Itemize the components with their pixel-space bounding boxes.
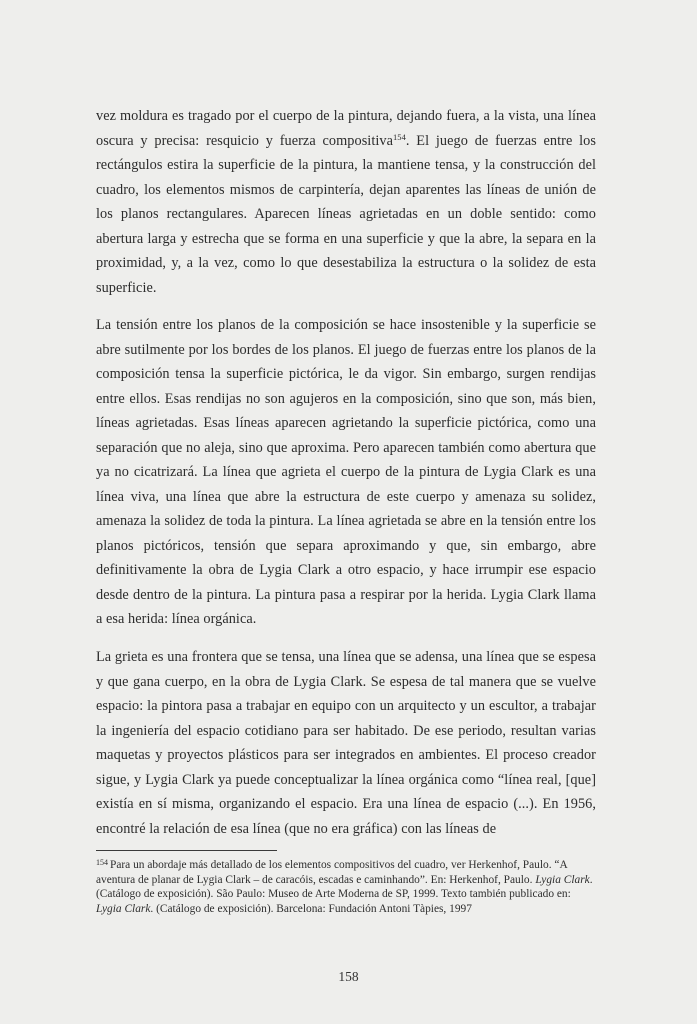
footnote-text-3: . (Catálogo de exposición). Barcelona: Fundación Antoni Tàpies, 1997: [150, 902, 472, 915]
footnote-text-1: Para un abordaje más detallado de los elementos compositivos del cuadro, ver Herkenhof, Paulo. “A aventura de planar de Lygia Clark – de caracóis, escadas e caminhando”. En: Herkenhof, Paulo.: [96, 859, 568, 886]
footnote-italic-title-1: Lygia Clark: [535, 873, 590, 886]
footnote-divider: [96, 850, 277, 851]
paragraph-2: [96, 313, 596, 632]
footnote-number: 154: [96, 858, 108, 867]
footnote: [96, 858, 596, 916]
paragraph-3: [96, 645, 596, 841]
footnote-italic-title-2: Lygia Clark: [96, 902, 151, 915]
page-number: 158: [338, 969, 359, 984]
paragraph-2-text: La tensión entre los planos de la composición se hace insostenible y la superficie se abre sutilmente por los bordes de los planos. El juego de fuerzas entre los planos de la composición tensa la superficie pictórica, le da vigor. Sin embargo, surgen rendijas entre ellos. Esas rendijas no son agujeros en la composición, sino que son, más bien, líneas agrietadas. Esas líneas aparecen agrietando la superficie pictórica, como una separación que no aleja, sino que aproxima. Pero aparecen también como abertura que ya no cicatrizará. La línea que agrieta el cuerpo de la pintura de Lygia Clark es una línea viva, una línea que abre la estructura de este cuerpo y amenaza su solidez, amenaza la solidez de toda la pintura. La línea agrietada se abre en la tensión entre los planos pictóricos, tensión que separa aproximando y que, sin embargo, abre definitivamente la obra de Lygia Clark a otro espacio, y hace irrumpir ese espacio desde dentro de la pintura. La pintura pasa a respirar por la herida. Lygia Clark llama a esa herida: línea orgánica.: [96, 317, 596, 627]
paragraph-1-text-a: vez moldura es tragado por el cuerpo de la pintura, dejando fuera, a la vista, una línea oscura y precisa: resquicio y fuerza compositiva: [96, 108, 596, 149]
paragraph-3-text: La grieta es una frontera que se tensa, una línea que se adensa, una línea que se espesa y que gana cuerpo, en la obra de Lygia Clark. Se espesa de tal manera que se vuelve espacio: la pintora pasa a trabajar en equipo con un arquitecto y un escultor, a trabajar la ingeniería del espacio cotidiano para ser habitado. De ese periodo, resultan varias maquetas y proyectos plásticos para ser integrados en ambientes. El proceso creador sigue, y Lygia Clark ya puede conceptualizar la línea orgánica como “línea real, [que] existía en sí misma, organizando el espacio. Era una línea de espacio (...). En 1956, encontré la relación de esa línea (que no era gráfica) con las líneas de: [96, 649, 596, 837]
footnote-text-2: . (Catálogo de exposición). São Paulo: Museo de Arte Moderna de SP, 1999. Texto también publicado en:: [96, 873, 593, 901]
footnote-reference: 154: [392, 131, 406, 142]
paragraph-1: [96, 104, 596, 300]
paragraph-1-text-b: . El juego de fuerzas entre los rectángulos estira la superficie de la pintura, la mantiene tensa, y la construcción del cuadro, los elementos mismos de carpintería, dejan aparentes las líneas de unión de los planos rectangulares. Aparecen líneas agrietadas en un doble sentido: como abertura larga y estrecha que se forma en una superficie y que la abre, la separa en la proximidad, y, a la vez, como lo que desestabiliza la estructura o la solidez de esta superficie.: [96, 132, 596, 296]
